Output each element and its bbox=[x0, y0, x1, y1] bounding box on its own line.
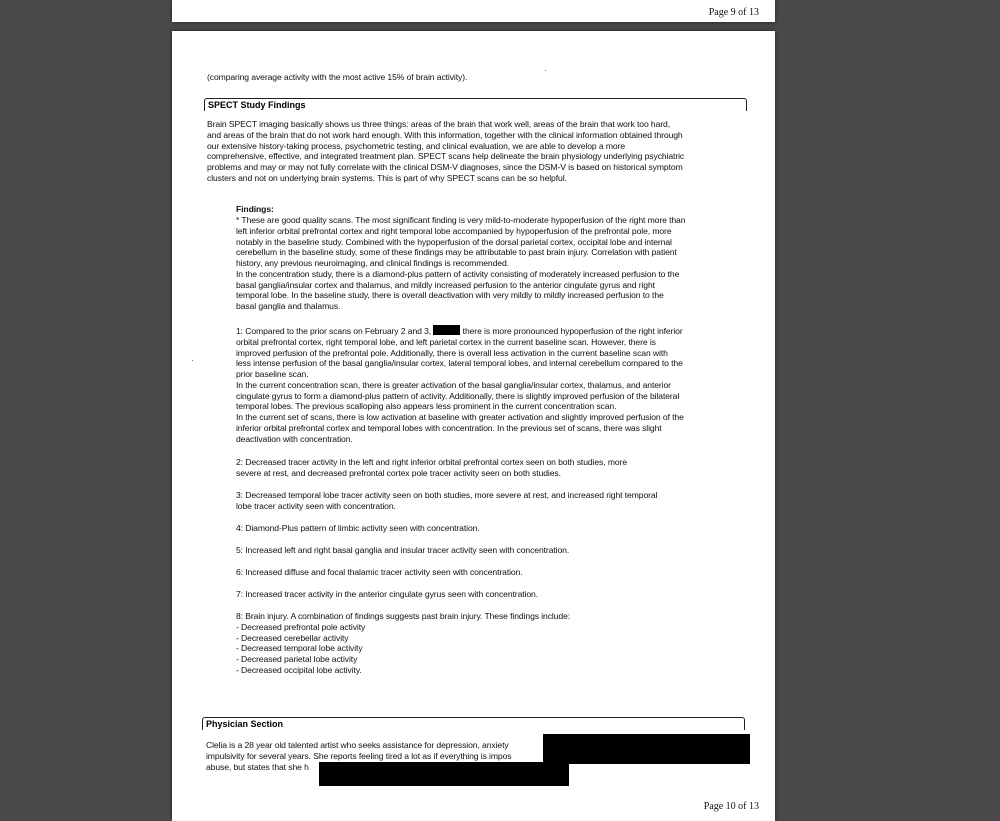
text-fragment: there is more pronounced hypoperfusion of the right inferior bbox=[462, 326, 683, 336]
text-line: comprehensive, effective, and integrated treatment plan. SPECT scans help delineate the brain physiology underlying psychiatric bbox=[207, 151, 685, 162]
finding-item-6: 6: Increased diffuse and focal thalamic tracer activity seen with concentration. bbox=[236, 567, 523, 577]
text-line: * These are good quality scans. The most significant finding is very mild-to-moderate hypoperfusion of the right more than bbox=[236, 215, 686, 225]
text-line: impulsivity for several years. She reports feeling tired a lot as if everything is impos bbox=[206, 750, 512, 761]
text-line: In the concentration study, there is a diamond-plus pattern of activity consisting of moderately increased perfusion to the bbox=[236, 268, 680, 279]
page-number-10: Page 10 of 13 bbox=[703, 801, 759, 812]
findings-summary bbox=[236, 215, 685, 312]
text-line: prior baseline scan. bbox=[236, 369, 309, 379]
text-line: 3: Decreased temporal lobe tracer activity seen on both studies, more severe at rest, and increased right temporal bbox=[236, 490, 658, 500]
list-item: - Decreased occipital lobe activity. bbox=[236, 664, 362, 675]
text-line: 8: Brain injury. A combination of findings suggests past brain injury. These findings include: bbox=[236, 611, 571, 621]
finding-item-8 bbox=[236, 611, 570, 676]
text-line: clusters and not on underlying brain systems. This is part of why SPECT scans can be so helpful. bbox=[207, 172, 567, 183]
document-page bbox=[172, 31, 775, 821]
scan-speck bbox=[545, 70, 546, 71]
text-line: In the current concentration scan, there is greater activation of the basal ganglia/insular cortex, thalamus, and anterior bbox=[236, 379, 671, 390]
finding-item-4: 4: Diamond-Plus pattern of limbic activity seen with concentration. bbox=[236, 523, 480, 533]
previous-page bbox=[172, 0, 775, 22]
findings-heading: Findings: bbox=[236, 204, 274, 214]
text-fragment: 1: Compared to the prior scans on February 2 and 3, bbox=[236, 326, 432, 336]
physician-section-header bbox=[202, 717, 745, 730]
text-line: severe at rest, and decreased prefrontal cortex pole tracer activity seen on both studies. bbox=[236, 467, 561, 478]
redaction-bar bbox=[543, 734, 750, 764]
spect-section-header bbox=[204, 98, 747, 111]
text-line: cingulate gyrus to form a diamond-plus pattern of activity. Additionally, there is slightly improved perfusion of the bilateral bbox=[236, 390, 680, 401]
text-line: history, any previous neuroimaging, and clinical findings is recommended. bbox=[236, 258, 509, 268]
text-line-with-redaction bbox=[236, 325, 684, 337]
finding-item-3 bbox=[236, 490, 657, 512]
text-line: 2: Decreased tracer activity in the left and right inferior orbital prefrontal cortex seen on both studies, more bbox=[236, 457, 627, 467]
physician-section-title: Physician Section bbox=[206, 719, 284, 729]
list-item: - Decreased cerebellar activity bbox=[236, 632, 349, 643]
text-line: lobe tracer activity seen with concentration. bbox=[236, 500, 396, 511]
text-line: deactivation with concentration. bbox=[236, 433, 353, 444]
page-number-9: Page 9 of 13 bbox=[708, 7, 759, 18]
text-line: temporal lobe. In the baseline study, there is overall deactivation with very mildly to mildly increased perfusion to the bbox=[236, 290, 664, 301]
finding-item-1 bbox=[236, 325, 684, 444]
finding-item-2 bbox=[236, 457, 627, 479]
redaction-bar bbox=[433, 325, 460, 335]
text-line: temporal lobes. The previous scalloping also appears less prominent in the current concentration scan. bbox=[236, 401, 617, 412]
spect-intro-paragraph bbox=[207, 119, 684, 184]
list-item: - Decreased temporal lobe activity bbox=[236, 643, 363, 654]
text-line: basal ganglia and thalamus. bbox=[236, 301, 341, 311]
text-line: Brain SPECT imaging basically shows us three things: areas of the brain that work well, areas of the brain that work too hard, bbox=[207, 119, 671, 129]
list-item: - Decreased prefrontal pole activity bbox=[236, 621, 366, 632]
text-line: cerebellum in the baseline study, some of these findings may be attributable to past brain injury. Correlation with patient bbox=[236, 247, 677, 258]
text-line: inferior orbital prefrontal cortex and temporal lobes with concentration. In the previous set of scans, there was slight bbox=[236, 422, 662, 433]
redaction-bar bbox=[319, 762, 569, 786]
text-line: abuse, but states that she h bbox=[206, 761, 309, 772]
text-line: orbital prefrontal cortex, right temporal lobe, and left parietal cortex in the current baseline scan. However, there is bbox=[236, 336, 656, 347]
text-line: Clelia is a 28 year old talented artist who seeks assistance for depression, anxiety bbox=[206, 740, 509, 750]
list-item: - Decreased parietal lobe activity bbox=[236, 654, 358, 664]
spect-section-title: SPECT Study Findings bbox=[208, 100, 306, 110]
text-line: and areas of the brain that do not work hard enough. With this information, together with the clinical information obtained through bbox=[207, 129, 683, 140]
text-line: our extensive history-taking process, psychometric testing, and clinical evaluation, we are able to develop a more bbox=[207, 140, 626, 151]
text-line: less intense perfusion of the basal ganglia/insular cortex, lateral temporal lobes, and internal cerebellum compared to the bbox=[236, 358, 683, 369]
text-line: basal ganglia/insular cortex and thalamus, and mildly increased perfusion to the anterior cingulate gyrus and right bbox=[236, 279, 655, 290]
intro-line: (comparing average activity with the most active 15% of brain activity). bbox=[207, 72, 468, 82]
text-line: In the current set of scans, there is low activation at baseline with greater activation and slightly improved perfusion of the bbox=[236, 412, 684, 422]
text-line: notably in the baseline study. Combined with the hypoperfusion of the dorsal parietal cortex, occipital lobe and internal bbox=[236, 236, 672, 247]
finding-item-5: 5: Increased left and right basal ganglia and insular tracer activity seen with concentration. bbox=[236, 545, 570, 555]
text-line: improved perfusion of the prefrontal pole. Additionally, there is overall less activation in the current baseline scan with bbox=[236, 347, 668, 358]
finding-item-7: 7: Increased tracer activity in the anterior cingulate gyrus seen with concentration. bbox=[236, 589, 538, 599]
scan-speck bbox=[192, 360, 193, 361]
text-line: problems and may or may not fully correlate with the clinical DSM-V diagnoses, since the DSM-V is based on historical symptom bbox=[207, 162, 683, 172]
text-line: left inferior orbital prefrontal cortex and right temporal lobe accompanied by hypoperfusion of the prefrontal pole, more bbox=[236, 225, 672, 236]
